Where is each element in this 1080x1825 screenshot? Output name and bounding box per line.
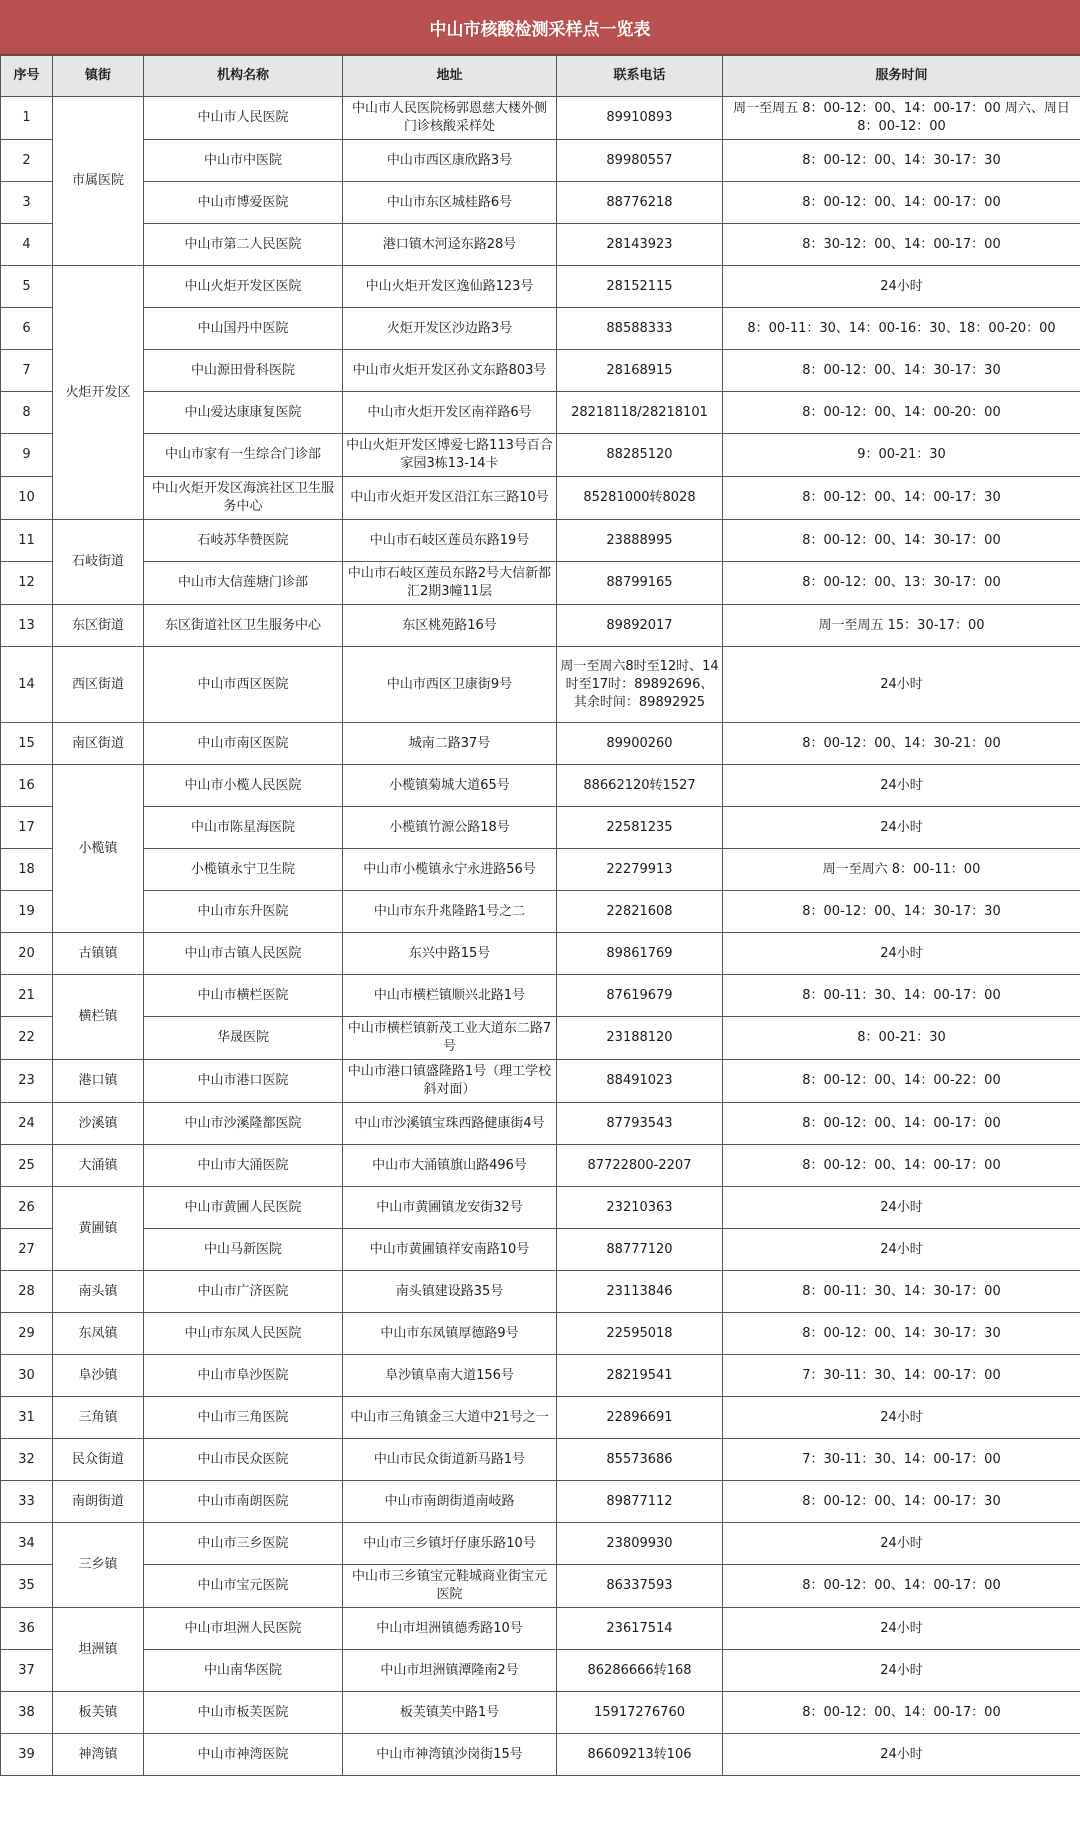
table-row (1, 520, 1080, 562)
cell-address: 中山市横栏镇顺兴北路1号 (343, 975, 557, 1017)
table-row (1, 1103, 1080, 1145)
cell-index: 27 (1, 1229, 53, 1271)
cell-phone: 28218118/28218101 (557, 392, 723, 434)
table-row (1, 266, 1080, 308)
cell-index: 22 (1, 1017, 53, 1060)
cell-address: 城南二路37号 (343, 723, 557, 765)
cell-index: 31 (1, 1397, 53, 1439)
table-row (1, 975, 1080, 1017)
cell-district: 市属医院 (53, 97, 144, 266)
cell-address: 中山市火炬开发区南祥路6号 (343, 392, 557, 434)
table-row (1, 1271, 1080, 1313)
table-row (1, 1734, 1080, 1776)
table-row (1, 97, 1080, 140)
header-district: 镇街 (53, 56, 144, 97)
cell-address: 中山市横栏镇新茂工业大道东二路7号 (343, 1017, 557, 1060)
cell-index: 13 (1, 605, 53, 647)
cell-index: 37 (1, 1650, 53, 1692)
cell-hours: 8：00-12：00、14：00-17：00 (723, 182, 1080, 224)
cell-hours: 24小时 (723, 933, 1080, 975)
table-row (1, 1355, 1080, 1397)
cell-index: 14 (1, 647, 53, 723)
cell-index: 9 (1, 434, 53, 477)
cell-institution: 中山马新医院 (144, 1229, 343, 1271)
table-row (1, 350, 1080, 392)
cell-address: 中山市人民医院杨郭恩慈大楼外侧门诊核酸采样处 (343, 97, 557, 140)
cell-index: 30 (1, 1355, 53, 1397)
cell-district: 西区街道 (53, 647, 144, 723)
cell-phone: 28152115 (557, 266, 723, 308)
cell-index: 26 (1, 1187, 53, 1229)
cell-phone: 89861769 (557, 933, 723, 975)
sampling-sites-table (0, 55, 1080, 1776)
cell-phone: 15917276760 (557, 1692, 723, 1734)
table-header (1, 56, 1080, 97)
table-row (1, 765, 1080, 807)
cell-hours: 8：00-12：00、14：00-17：30 (723, 477, 1080, 520)
table-row (1, 1608, 1080, 1650)
cell-index: 4 (1, 224, 53, 266)
cell-address: 中山市神湾镇沙岗街15号 (343, 1734, 557, 1776)
cell-hours: 24小时 (723, 765, 1080, 807)
cell-district: 横栏镇 (53, 975, 144, 1060)
cell-phone: 88285120 (557, 434, 723, 477)
cell-phone: 89900260 (557, 723, 723, 765)
cell-address: 南头镇建设路35号 (343, 1271, 557, 1313)
cell-address: 中山市大涌镇旗山路496号 (343, 1145, 557, 1187)
table-row (1, 1145, 1080, 1187)
cell-district: 三角镇 (53, 1397, 144, 1439)
cell-phone: 23210363 (557, 1187, 723, 1229)
cell-hours: 8：00-12：00、14：00-22：00 (723, 1060, 1080, 1103)
table-body (1, 97, 1080, 1776)
cell-hours: 8：00-12：00、14：00-17：00 (723, 1565, 1080, 1608)
cell-address: 中山市火炬开发区沿江东三路10号 (343, 477, 557, 520)
cell-phone: 23617514 (557, 1608, 723, 1650)
cell-address: 中山市西区康欣路3号 (343, 140, 557, 182)
cell-address: 中山火炬开发区逸仙路123号 (343, 266, 557, 308)
cell-institution: 中山市三角医院 (144, 1397, 343, 1439)
cell-institution: 中山市神湾医院 (144, 1734, 343, 1776)
cell-index: 7 (1, 350, 53, 392)
cell-index: 2 (1, 140, 53, 182)
cell-phone: 87722800-2207 (557, 1145, 723, 1187)
cell-institution: 中山市第二人民医院 (144, 224, 343, 266)
cell-district: 石岐街道 (53, 520, 144, 605)
cell-hours: 24小时 (723, 1650, 1080, 1692)
cell-district: 神湾镇 (53, 1734, 144, 1776)
cell-district: 东区街道 (53, 605, 144, 647)
cell-phone: 22595018 (557, 1313, 723, 1355)
header-address: 地址 (343, 56, 557, 97)
table-row (1, 1229, 1080, 1271)
cell-address: 中山市沙溪镇宝珠西路健康街4号 (343, 1103, 557, 1145)
cell-index: 38 (1, 1692, 53, 1734)
cell-address: 中山市东区城桂路6号 (343, 182, 557, 224)
cell-index: 34 (1, 1523, 53, 1565)
cell-district: 港口镇 (53, 1060, 144, 1103)
cell-hours: 24小时 (723, 1187, 1080, 1229)
cell-hours: 8：00-21：30 (723, 1017, 1080, 1060)
cell-hours: 8：30-12：00、14：00-17：00 (723, 224, 1080, 266)
table-row (1, 1187, 1080, 1229)
cell-hours: 周一至周五 8：00-12：00、14：00-17：00 周六、周日 8：00-12：00 (723, 97, 1080, 140)
cell-index: 17 (1, 807, 53, 849)
cell-index: 24 (1, 1103, 53, 1145)
header-index: 序号 (1, 56, 53, 97)
cell-institution: 中山市东升医院 (144, 891, 343, 933)
cell-index: 19 (1, 891, 53, 933)
cell-phone: 周一至周六8时至12时、14时至17时：89892696、其余时间：89892925 (557, 647, 723, 723)
cell-institution: 中山市陈星海医院 (144, 807, 343, 849)
table-row (1, 1523, 1080, 1565)
header-hours: 服务时间 (723, 56, 1080, 97)
cell-index: 11 (1, 520, 53, 562)
table-row (1, 182, 1080, 224)
cell-address: 中山市三乡镇宝元鞋城商业街宝元医院 (343, 1565, 557, 1608)
cell-institution: 中山市家有一生综合门诊部 (144, 434, 343, 477)
cell-district: 沙溪镇 (53, 1103, 144, 1145)
cell-institution: 中山市小榄人民医院 (144, 765, 343, 807)
table-row (1, 605, 1080, 647)
cell-institution: 中山市沙溪隆都医院 (144, 1103, 343, 1145)
cell-address: 中山市三角镇金三大道中21号之一 (343, 1397, 557, 1439)
cell-index: 10 (1, 477, 53, 520)
cell-hours: 24小时 (723, 1608, 1080, 1650)
table-row (1, 647, 1080, 723)
cell-district: 坦洲镇 (53, 1608, 144, 1692)
cell-address: 中山市黄圃镇祥安南路10号 (343, 1229, 557, 1271)
table-row (1, 308, 1080, 350)
cell-address: 中山市东升兆隆路1号之二 (343, 891, 557, 933)
cell-hours: 周一至周六 8：00-11：00 (723, 849, 1080, 891)
cell-institution: 中山市博爱医院 (144, 182, 343, 224)
cell-address: 中山市民众街道新马路1号 (343, 1439, 557, 1481)
cell-index: 25 (1, 1145, 53, 1187)
table-row (1, 807, 1080, 849)
cell-address: 中山市港口镇盛隆路1号（理工学校斜对面） (343, 1060, 557, 1103)
cell-index: 5 (1, 266, 53, 308)
cell-hours: 8：00-12：00、14：30-17：30 (723, 350, 1080, 392)
cell-phone: 88662120转1527 (557, 765, 723, 807)
cell-address: 中山市小榄镇永宁永进路56号 (343, 849, 557, 891)
cell-index: 8 (1, 392, 53, 434)
cell-institution: 中山市民众医院 (144, 1439, 343, 1481)
cell-address: 中山市东凤镇厚德路9号 (343, 1313, 557, 1355)
cell-index: 36 (1, 1608, 53, 1650)
cell-index: 21 (1, 975, 53, 1017)
cell-hours: 8：00-12：00、14：00-17：00 (723, 1103, 1080, 1145)
cell-district: 古镇镇 (53, 933, 144, 975)
cell-institution: 石岐苏华赞医院 (144, 520, 343, 562)
cell-address: 中山市西区卫康街9号 (343, 647, 557, 723)
cell-institution: 中山市东凤人民医院 (144, 1313, 343, 1355)
table-row (1, 1565, 1080, 1608)
cell-index: 20 (1, 933, 53, 975)
table-row (1, 1439, 1080, 1481)
cell-district: 三乡镇 (53, 1523, 144, 1608)
cell-index: 33 (1, 1481, 53, 1523)
cell-hours: 8：00-12：00、14：30-21：00 (723, 723, 1080, 765)
cell-hours: 8：00-12：00、14：30-17：00 (723, 520, 1080, 562)
table-row (1, 723, 1080, 765)
table-row (1, 434, 1080, 477)
cell-institution: 中山市黄圃人民医院 (144, 1187, 343, 1229)
cell-phone: 88588333 (557, 308, 723, 350)
cell-index: 6 (1, 308, 53, 350)
cell-phone: 23113846 (557, 1271, 723, 1313)
cell-address: 港口镇木河迳东路28号 (343, 224, 557, 266)
cell-institution: 中山源田骨科医院 (144, 350, 343, 392)
cell-institution: 中山国丹中医院 (144, 308, 343, 350)
cell-district: 黄圃镇 (53, 1187, 144, 1271)
cell-district: 东凤镇 (53, 1313, 144, 1355)
cell-hours: 9：00-21：30 (723, 434, 1080, 477)
table-row (1, 1313, 1080, 1355)
cell-hours: 8：00-12：00、13：30-17：00 (723, 562, 1080, 605)
cell-institution: 中山市中医院 (144, 140, 343, 182)
cell-hours: 8：00-12：00、14：00-17：00 (723, 1692, 1080, 1734)
cell-address: 东兴中路15号 (343, 933, 557, 975)
cell-address: 中山市南朗街道南岐路 (343, 1481, 557, 1523)
cell-phone: 89892017 (557, 605, 723, 647)
cell-hours: 8：00-12：00、14：30-17：30 (723, 891, 1080, 933)
cell-institution: 中山市大涌医院 (144, 1145, 343, 1187)
cell-phone: 89910893 (557, 97, 723, 140)
cell-institution: 中山市南区医院 (144, 723, 343, 765)
cell-index: 15 (1, 723, 53, 765)
cell-hours: 8：00-12：00、14：30-17：30 (723, 1313, 1080, 1355)
table-row (1, 1397, 1080, 1439)
cell-hours: 8：00-12：00、14：00-17：30 (723, 1481, 1080, 1523)
cell-phone: 22581235 (557, 807, 723, 849)
cell-address: 阜沙镇阜南大道156号 (343, 1355, 557, 1397)
cell-district: 板芙镇 (53, 1692, 144, 1734)
table-row (1, 562, 1080, 605)
table-row (1, 224, 1080, 266)
cell-district: 南朗街道 (53, 1481, 144, 1523)
cell-institution: 中山市大信莲塘门诊部 (144, 562, 343, 605)
cell-address: 中山市黄圃镇龙安街32号 (343, 1187, 557, 1229)
table-row (1, 849, 1080, 891)
cell-phone: 88776218 (557, 182, 723, 224)
cell-address: 东区桃苑路16号 (343, 605, 557, 647)
cell-phone: 87619679 (557, 975, 723, 1017)
cell-index: 12 (1, 562, 53, 605)
cell-institution: 中山南华医院 (144, 1650, 343, 1692)
cell-address: 中山市石岐区莲员东路2号大信新都汇2期3幢11层 (343, 562, 557, 605)
cell-hours: 24小时 (723, 807, 1080, 849)
cell-district: 阜沙镇 (53, 1355, 144, 1397)
table-row (1, 891, 1080, 933)
cell-index: 28 (1, 1271, 53, 1313)
cell-institution: 东区街道社区卫生服务中心 (144, 605, 343, 647)
cell-institution: 华晟医院 (144, 1017, 343, 1060)
cell-hours: 24小时 (723, 647, 1080, 723)
cell-institution: 中山市广济医院 (144, 1271, 343, 1313)
cell-institution: 中山市人民医院 (144, 97, 343, 140)
cell-address: 板芙镇芙中路1号 (343, 1692, 557, 1734)
cell-phone: 85281000转8028 (557, 477, 723, 520)
cell-district: 小榄镇 (53, 765, 144, 933)
cell-index: 23 (1, 1060, 53, 1103)
cell-address: 小榄镇竹源公路18号 (343, 807, 557, 849)
cell-phone: 88777120 (557, 1229, 723, 1271)
cell-address: 中山市石岐区莲员东路19号 (343, 520, 557, 562)
cell-hours: 周一至周五 15：30-17：00 (723, 605, 1080, 647)
cell-institution: 中山市板芙医院 (144, 1692, 343, 1734)
table-title: 中山市核酸检测采样点一览表 (0, 0, 1080, 55)
cell-phone: 28219541 (557, 1355, 723, 1397)
cell-institution: 中山火炬开发区医院 (144, 266, 343, 308)
cell-hours: 8：00-11：30、14：00-17：00 (723, 975, 1080, 1017)
cell-phone: 22279913 (557, 849, 723, 891)
cell-district: 大涌镇 (53, 1145, 144, 1187)
cell-index: 32 (1, 1439, 53, 1481)
cell-hours: 24小时 (723, 1734, 1080, 1776)
cell-index: 29 (1, 1313, 53, 1355)
cell-phone: 88491023 (557, 1060, 723, 1103)
cell-institution: 中山市三乡医院 (144, 1523, 343, 1565)
table-row (1, 477, 1080, 520)
cell-hours: 7：30-11：30、14：00-17：00 (723, 1355, 1080, 1397)
cell-institution: 中山爱达康康复医院 (144, 392, 343, 434)
cell-hours: 8：00-12：00、14：00-20：00 (723, 392, 1080, 434)
cell-address: 小榄镇菊城大道65号 (343, 765, 557, 807)
cell-index: 39 (1, 1734, 53, 1776)
cell-phone: 23888995 (557, 520, 723, 562)
cell-index: 3 (1, 182, 53, 224)
cell-district: 南区街道 (53, 723, 144, 765)
cell-hours: 7：30-11：30、14：00-17：00 (723, 1439, 1080, 1481)
cell-phone: 87793543 (557, 1103, 723, 1145)
cell-phone: 28143923 (557, 224, 723, 266)
cell-index: 1 (1, 97, 53, 140)
cell-phone: 22821608 (557, 891, 723, 933)
cell-phone: 23188120 (557, 1017, 723, 1060)
cell-institution: 中山市南朗医院 (144, 1481, 343, 1523)
table-row (1, 1481, 1080, 1523)
cell-institution: 中山市港口医院 (144, 1060, 343, 1103)
table-row (1, 933, 1080, 975)
cell-address: 中山市三乡镇圩仔康乐路10号 (343, 1523, 557, 1565)
cell-phone: 89980557 (557, 140, 723, 182)
cell-district: 南头镇 (53, 1271, 144, 1313)
cell-phone: 86337593 (557, 1565, 723, 1608)
cell-institution: 中山市古镇人民医院 (144, 933, 343, 975)
cell-district: 民众街道 (53, 1439, 144, 1481)
cell-address: 火炬开发区沙边路3号 (343, 308, 557, 350)
cell-district: 火炬开发区 (53, 266, 144, 520)
cell-address: 中山火炬开发区博爱七路113号百合家园3栋13-14卡 (343, 434, 557, 477)
cell-phone: 22896691 (557, 1397, 723, 1439)
cell-hours: 24小时 (723, 1229, 1080, 1271)
cell-institution: 中山市横栏医院 (144, 975, 343, 1017)
cell-hours: 24小时 (723, 1397, 1080, 1439)
cell-index: 18 (1, 849, 53, 891)
cell-institution: 中山市阜沙医院 (144, 1355, 343, 1397)
cell-phone: 86609213转106 (557, 1734, 723, 1776)
cell-institution: 中山市坦洲人民医院 (144, 1608, 343, 1650)
cell-address: 中山市坦洲镇德秀路10号 (343, 1608, 557, 1650)
cell-hours: 8：00-11：30、14：30-17：00 (723, 1271, 1080, 1313)
cell-institution: 中山市西区医院 (144, 647, 343, 723)
table-row (1, 1017, 1080, 1060)
cell-hours: 8：00-11：30、14：00-16：30、18：00-20：00 (723, 308, 1080, 350)
cell-institution: 小榄镇永宁卫生院 (144, 849, 343, 891)
cell-phone: 89877112 (557, 1481, 723, 1523)
cell-hours: 24小时 (723, 266, 1080, 308)
cell-phone: 85573686 (557, 1439, 723, 1481)
cell-phone: 88799165 (557, 562, 723, 605)
table-row (1, 1692, 1080, 1734)
cell-hours: 8：00-12：00、14：30-17：30 (723, 140, 1080, 182)
cell-institution: 中山火炬开发区海滨社区卫生服务中心 (144, 477, 343, 520)
header-row (1, 56, 1080, 97)
cell-index: 16 (1, 765, 53, 807)
cell-institution: 中山市宝元医院 (144, 1565, 343, 1608)
table-row (1, 392, 1080, 434)
table-row (1, 140, 1080, 182)
cell-phone: 28168915 (557, 350, 723, 392)
table-row (1, 1650, 1080, 1692)
cell-address: 中山市火炬开发区孙文东路803号 (343, 350, 557, 392)
cell-hours: 8：00-12：00、14：00-17：00 (723, 1145, 1080, 1187)
header-phone: 联系电话 (557, 56, 723, 97)
table-row (1, 1060, 1080, 1103)
cell-index: 35 (1, 1565, 53, 1608)
header-institution: 机构名称 (144, 56, 343, 97)
cell-phone: 23809930 (557, 1523, 723, 1565)
cell-phone: 86286666转168 (557, 1650, 723, 1692)
cell-hours: 24小时 (723, 1523, 1080, 1565)
cell-address: 中山市坦洲镇潭隆南2号 (343, 1650, 557, 1692)
